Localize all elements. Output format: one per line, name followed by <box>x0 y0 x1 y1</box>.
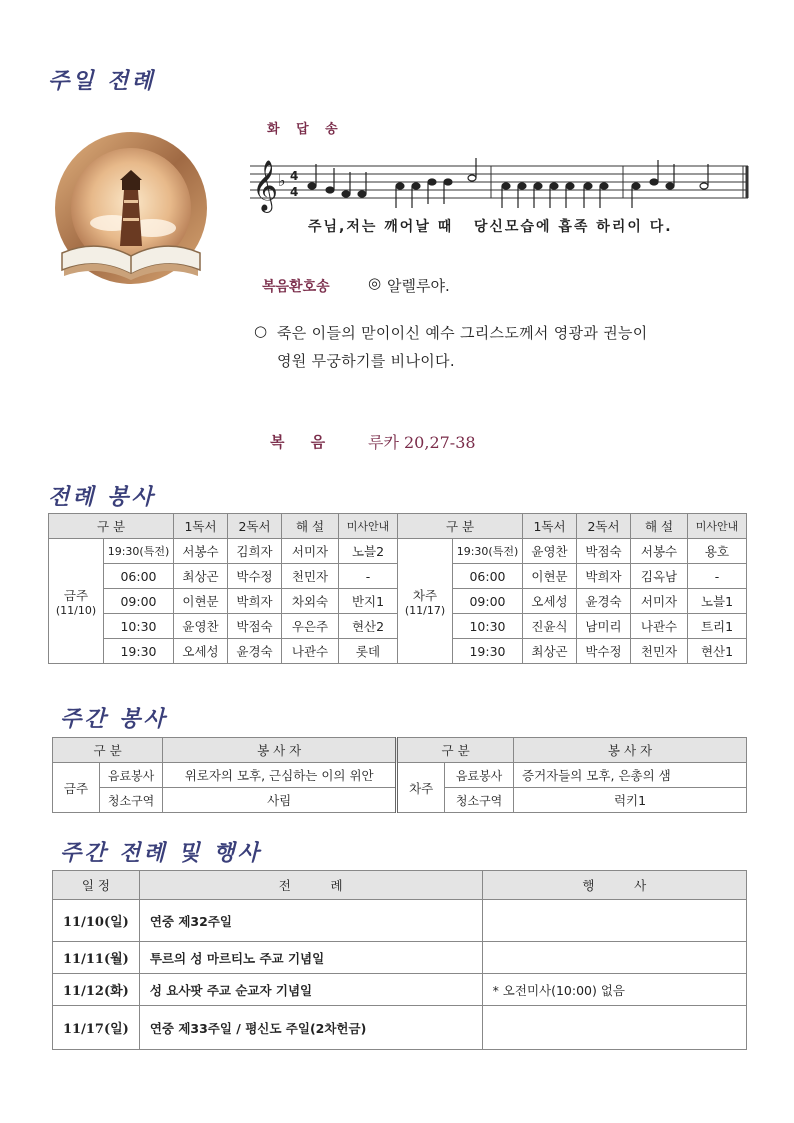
acclamation-symbol: ◎ <box>368 274 382 292</box>
svg-text:4: 4 <box>290 185 299 199</box>
table-row: 11/17(일) 연중 제33주일 / 평신도 주일(2차헌금) <box>53 1006 747 1050</box>
gospel-label: 복 음 <box>270 433 326 451</box>
verse-line-1: 죽은 이들의 맏이이신 예수 그리스도께서 영광과 권능이 <box>277 324 648 342</box>
music-notes-icon <box>250 156 750 216</box>
table-row: 10:30 윤영찬 박점숙 우은주 현산2 10:30 진윤식 남미리 나관수 트리1 <box>49 614 747 639</box>
table-header-row: 구 분 1독서 2독서 해 설 미사안내 구 분 1독서 2독서 해 설 미사안내 <box>49 514 747 539</box>
next-week-cell: 차주 (11/17) <box>398 539 453 664</box>
this-week-cell: 금주 (11/10) <box>49 539 104 664</box>
table-row: 11/10(일) 연중 제32주일 <box>53 900 747 942</box>
table-row: 11/11(월) 투르의 성 마르티노 주교 기념일 <box>53 942 747 974</box>
acclamation-text: 알렐루야. <box>387 277 450 295</box>
table-row: 청소구역 사림 청소구역 럭키1 <box>53 788 747 813</box>
table-header-row: 일 정 전 례 행 사 <box>53 871 747 900</box>
liturgy-service-title: 전례 봉사 <box>48 484 156 510</box>
responsorial-lyrics: 주님,저는 깨어날 때 당신모습에 흡족 하리이 다. <box>308 219 673 235</box>
lighthouse-logo-icon <box>52 128 210 298</box>
svg-text:♭: ♭ <box>278 171 286 190</box>
table-row: 금주 (11/10) 19:30(특전) 서봉수 김희자 서미자 노블2 차주 (11/17) 19:30(특전) 윤영찬 박점숙 서봉수 용호 <box>49 539 747 564</box>
table-row: 금주 음료봉사 위로자의 모후, 근심하는 이의 위안 차주 음료봉사 증거자들의 모후, 은총의 샘 <box>53 763 747 788</box>
svg-text:𝄞: 𝄞 <box>252 160 279 211</box>
verse-line-2: 영원 무궁하기를 비나이다. <box>277 352 455 370</box>
table-row: 19:30 오세성 윤경숙 나관수 롯데 19:30 최상곤 박수정 천민자 현산1 <box>49 639 747 664</box>
music-staff <box>250 156 750 211</box>
table-row: 09:00 이현문 박희자 차외숙 반지1 09:00 오세성 윤경숙 서미자 노블1 <box>49 589 747 614</box>
svg-text:4: 4 <box>290 169 299 183</box>
schedule-table <box>52 870 747 1050</box>
page-title: 주일 전례 <box>48 68 156 94</box>
weekly-service-title: 주간 봉사 <box>60 706 168 732</box>
table-row: 11/12(화) 성 요사팟 주교 순교자 기념일 * 오전미사(10:00) 없음 <box>53 974 747 1006</box>
responsorial-label: 화 답 송 <box>267 122 344 137</box>
liturgy-service-table <box>48 513 747 664</box>
schedule-title: 주간 전례 및 행사 <box>60 840 262 866</box>
acclamation-label: 복음환호송 <box>262 279 330 295</box>
table-row: 06:00 최상곤 박수정 천민자 - 06:00 이현문 박희자 김옥남 - <box>49 564 747 589</box>
table-header-row: 구 분 봉 사 자 구 분 봉 사 자 <box>53 738 747 763</box>
weekly-service-table <box>52 737 747 813</box>
verse-mark: ○ <box>254 322 268 340</box>
gospel-reference: 루카 20,27-38 <box>368 433 476 452</box>
